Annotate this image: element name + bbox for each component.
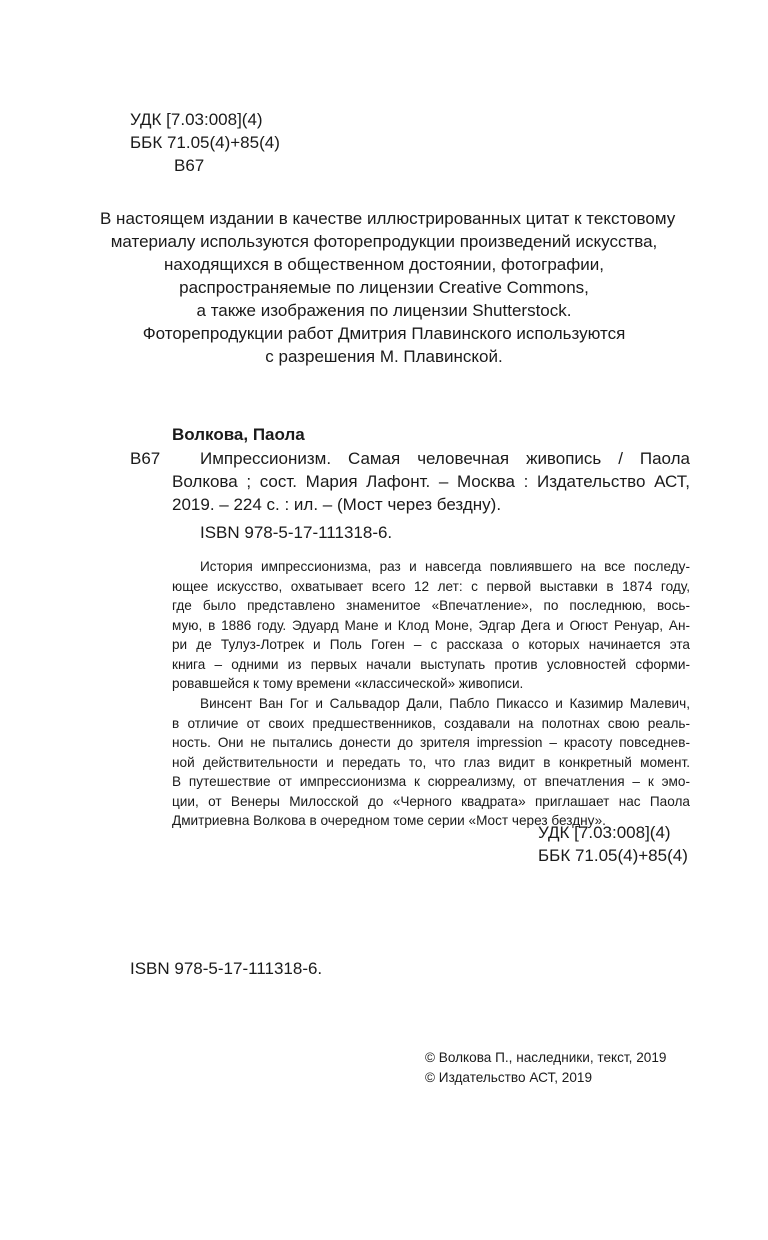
annotation-line: в отличие от своих предшественников, создавали на полотнах свою реаль- bbox=[172, 715, 690, 731]
notice-line: распространяемые по лицензии Creative Commons, bbox=[179, 278, 589, 297]
udk-code: УДК [7.03:008](4) bbox=[130, 110, 263, 129]
annotation-line: мую, в 1886 году. Эдуард Мане и Клод Моне, Эдгар Дега и Огюст Ренуар, Ан- bbox=[172, 617, 690, 633]
annotation-line: История импрессионизма, раз и навсегда повлиявшего на все последу- bbox=[200, 559, 690, 574]
annotation-paragraph-2 bbox=[172, 694, 690, 831]
catalog-description-line: Импрессионизм. Самая человечная живопись / Паола bbox=[200, 449, 690, 468]
annotation-line: Дмитриевна Волкова в очередном томе серии «Мост через бездну». bbox=[172, 813, 606, 828]
copyright-block bbox=[425, 1048, 666, 1087]
annotation-udk: УДК [7.03:008](4) bbox=[538, 823, 671, 842]
copyright-publisher: © Издательство АСТ, 2019 bbox=[425, 1069, 593, 1085]
annotation-line: ри де Тулуз-Лотрек и Поль Гоген – с рассказа о которых начинается эта bbox=[172, 637, 690, 652]
catalog-description-line: 2019. – 224 с. : ил. – (Мост через бездну). bbox=[172, 495, 502, 514]
notice-line: В настоящем издании в качестве иллюстрированных цитат к текстовому bbox=[100, 209, 676, 228]
annotation-line: ции, от Венеры Милосской до «Черного квадрата» приглашает нас Паола bbox=[172, 793, 690, 809]
annotation-bbk: ББК 71.05(4)+85(4) bbox=[538, 846, 688, 865]
notice-block bbox=[100, 207, 676, 368]
bbk-code: ББК 71.05(4)+85(4) bbox=[130, 133, 280, 152]
isbn-footer: ISBN 978-5-17-111318-6. bbox=[130, 959, 323, 978]
annotation-line: Винсент Ван Гог и Сальвадор Дали, Пабло Пикассо и Казимир Малевич, bbox=[200, 696, 690, 711]
annotation-line: ной действительности и передать то, что глаз видит в конкретный момент. bbox=[172, 754, 690, 770]
catalog-author: Волкова, Паола bbox=[172, 425, 305, 444]
annotation-line: ность. Они не пытались донести до зрителя impression – красоту повседнев- bbox=[172, 735, 690, 750]
author-mark: В67 bbox=[174, 156, 205, 175]
annotation-line: где было представлено знаменитое «Впечатление», по последнюю, вось- bbox=[172, 598, 690, 613]
header-block bbox=[130, 108, 280, 177]
catalog-mark: В67 bbox=[130, 449, 161, 468]
copyright-text: © Волкова П., наследники, текст, 2019 bbox=[425, 1050, 667, 1065]
notice-line: Фоторепродукции работ Дмитрия Плавинского используются bbox=[142, 324, 626, 343]
annotation-line: ровавшейся к тому времени «классической» живописи. bbox=[172, 676, 524, 691]
annotation-line: ющее искусство, охватывает всего 12 лет: с первой выставки в 1874 году, bbox=[172, 578, 690, 594]
catalog-description-line: Волкова ; сост. Мария Лафонт. – Москва : Издательство АСТ, bbox=[172, 472, 690, 491]
catalog-isbn: ISBN 978-5-17-111318-6. bbox=[200, 523, 393, 542]
annotation-line: В путешествие от импрессионизма к сюрреализму, от впечатления – к эмо- bbox=[172, 774, 690, 789]
annotation-paragraph-1 bbox=[172, 557, 690, 694]
catalog-description bbox=[200, 447, 690, 470]
notice-line: материалу используются фоторепродукции произведений искусства, bbox=[110, 232, 658, 251]
notice-line: находящихся в общественном достоянии, фотографии, bbox=[164, 255, 604, 274]
annotation-line: книга – одними из первых начали выступать против условностей сформи- bbox=[172, 656, 690, 672]
notice-line: с разрешения М. Плавинской. bbox=[265, 347, 503, 366]
catalog-description-cont bbox=[172, 470, 690, 516]
notice-line: а также изображения по лицензии Shutterstock. bbox=[196, 301, 572, 320]
